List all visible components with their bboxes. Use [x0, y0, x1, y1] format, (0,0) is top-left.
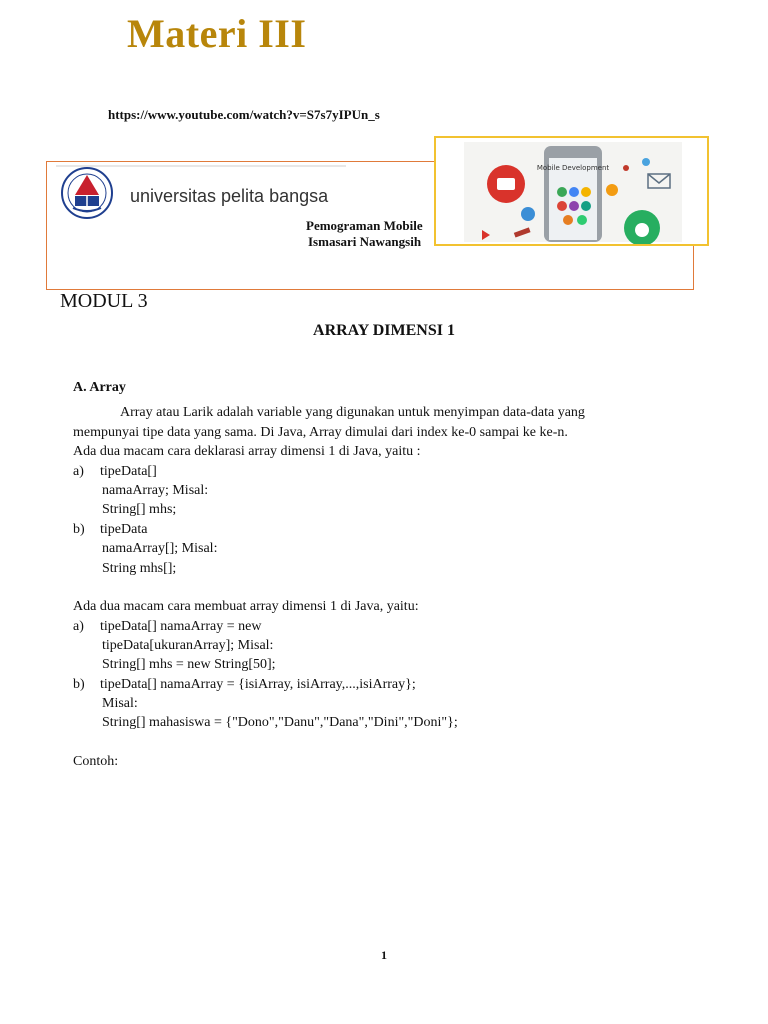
list-marker: b)	[73, 522, 85, 537]
list-item: String[] mahasiswa = {"Dono","Danu","Dana","Dini","Doni"};	[102, 715, 458, 730]
list-item: Misal:	[102, 696, 138, 711]
module-label: MODUL 3	[60, 290, 148, 312]
paragraph-line: Array atau Larik adalah variable yang digunakan untuk menyimpan data-data yang	[120, 405, 585, 420]
list-marker: a)	[73, 464, 84, 479]
paragraph-line: Ada dua macam cara membuat array dimensi 1 di Java, yaitu:	[73, 599, 419, 614]
example-label: Contoh:	[73, 754, 119, 769]
list-item: String[] mhs = new String[50];	[102, 657, 276, 672]
list-item: namaArray; Misal:	[102, 483, 209, 498]
lecturer-name: Ismasari Nawangsih	[308, 234, 422, 249]
list-item: tipeData[]	[100, 464, 157, 479]
mobile-development-image	[434, 136, 709, 246]
section-heading: ARRAY DIMENSI 1	[313, 322, 455, 339]
paragraph-line: Ada dua macam cara deklarasi array dimensi 1 di Java, yaitu :	[73, 444, 421, 459]
list-marker: b)	[73, 677, 85, 692]
list-item: String mhs[];	[102, 561, 177, 576]
course-name: Pemograman Mobile	[306, 218, 423, 233]
banner-title: Mobile Development	[536, 164, 610, 172]
list-item: tipeData[] namaArray = {isiArray, isiArray,...,isiArray};	[100, 677, 416, 692]
subsection-title: A. Array	[73, 380, 126, 395]
list-marker: a)	[73, 619, 84, 634]
page-title: Materi III	[127, 11, 307, 56]
list-item: namaArray[]; Misal:	[102, 541, 218, 556]
list-item: tipeData	[100, 522, 148, 537]
list-item: String[] mhs;	[102, 502, 177, 517]
page-number: 1	[381, 948, 387, 962]
list-item: tipeData[ukuranArray]; Misal:	[102, 638, 274, 653]
paragraph-line: mempunyai tipe data yang sama. Di Java, Array dimulai dari index ke-0 sampai ke ke-n.	[73, 425, 568, 440]
list-item: tipeData[] namaArray = new	[100, 619, 262, 634]
video-link[interactable]: https://www.youtube.com/watch?v=S7s7yIPUn_s	[108, 107, 380, 122]
university-name: universitas pelita bangsa	[130, 186, 329, 206]
